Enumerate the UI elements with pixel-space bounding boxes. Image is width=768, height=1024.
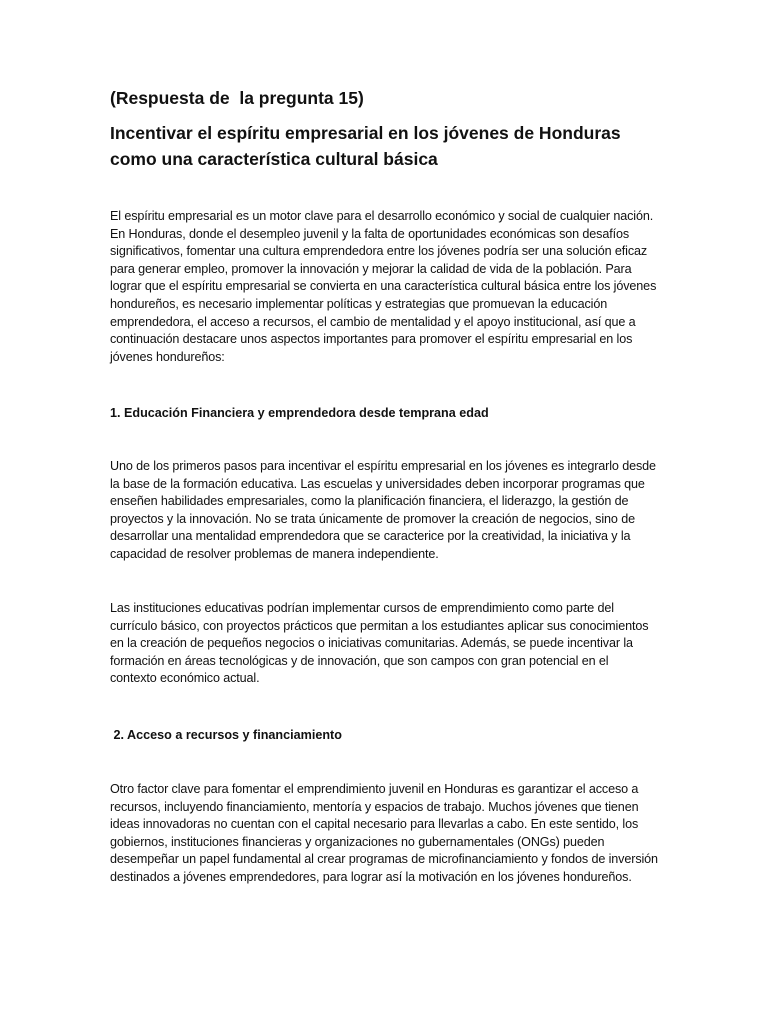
section-heading-resources-financing: 2. Acceso a recursos y financiamiento — [110, 728, 342, 742]
section-1-paragraph-2: Las instituciones educativas podrían implementar cursos de emprendimiento como parte del currículo básico, con proyectos prácticos que permitan a los estudiantes aplicar sus conocimientos en la creación de pequeños negocios o iniciativas comunitarias. Además, se puede incentivar la formación en áreas tecnológicas y de innovación, que son campos con gran potencial en el contexto económico actual. — [110, 601, 649, 686]
document-title: Incentivar el espíritu empresarial en los jóvenes de Honduras como una característica cultural básica — [110, 123, 621, 169]
intro-paragraph: El espíritu empresarial es un motor clave para el desarrollo económico y social de cualquier nación. En Honduras, donde el desempleo juvenil y la falta de oportunidades económicas son desafíos significativos, fomentar una cultura emprendedora entre los jóvenes podría ser una solución eficaz para generar empleo, promover la innovación y mejorar la calidad de vida de la población. Para lograr que el espíritu empresarial se convierta en una característica cultural básica entre los jóvenes hondureños, es necesario implementar políticas y estrategias que promuevan la educación emprendedora, el acceso a recursos, el cambio de mentalidad y el apoyo institucional, así que a continuación destacare unos aspectos importantes para promover el espíritu empresarial en los jóvenes hondureños: — [110, 209, 657, 364]
section-2-paragraph-1: Otro factor clave para fomentar el emprendimiento juvenil en Honduras es garantizar el acceso a recursos, incluyendo financiamiento, mentoría y espacios de trabajo. Muchos jóvenes que tienen ideas innovadoras no cuentan con el capital necesario para llevarlas a cabo. En este sentido, los gobiernos, instituciones financieras y organizaciones no gubernamentales (ONGs) pueden desempeñar un papel fundamental al crear programas de microfinanciamiento y fondos de inversión destinados a jóvenes emprendedores, para lograr así la motivación en los jóvenes hondureños. — [110, 782, 658, 884]
section-heading-financial-education: 1. Educación Financiera y emprendedora desde temprana edad — [110, 406, 489, 420]
section-1-paragraph-1: Uno de los primeros pasos para incentivar el espíritu empresarial en los jóvenes es integrarlo desde la base de la formación educativa. Las escuelas y universidades deben incorporar programas que enseñen habilidades empresariales, como la planificación financiera, el liderazgo, la gestión de proyectos y la innovación. No se trata únicamente de promover la creación de negocios, sino de desarrollar una mentalidad emprendedora que se caracterice por la creatividad, la iniciativa y la capacidad de resolver problemas de manera independiente. — [110, 459, 656, 561]
answer-label: (Respuesta de la pregunta 15) — [110, 88, 364, 108]
